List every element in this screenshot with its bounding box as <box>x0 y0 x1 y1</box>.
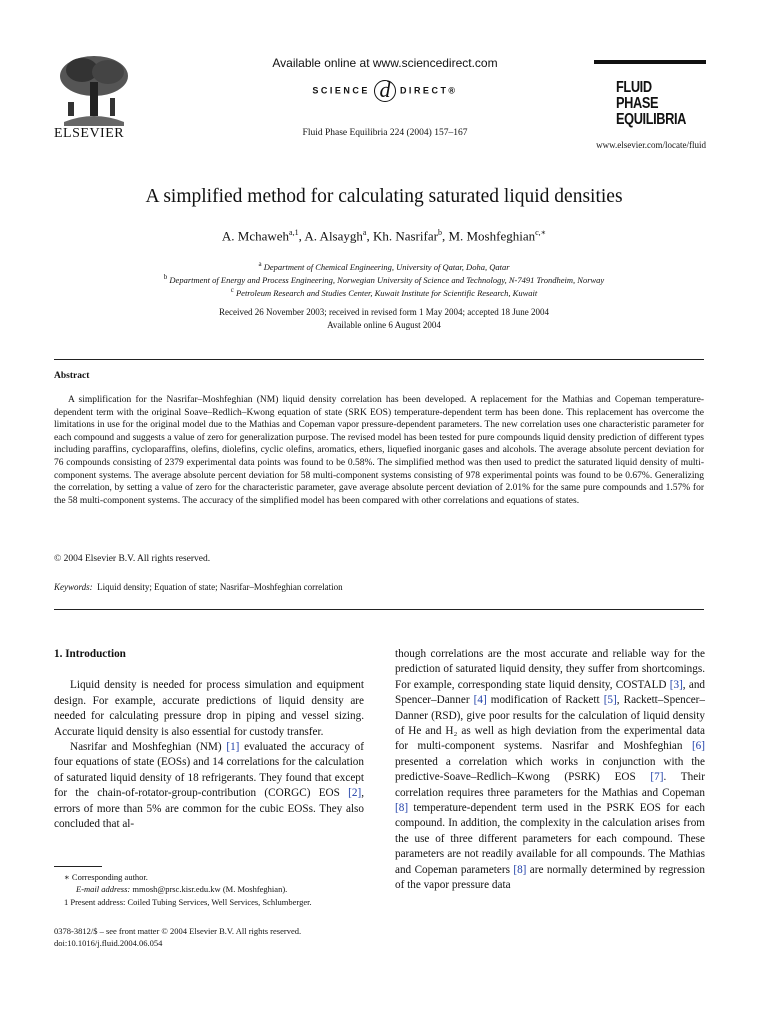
author-name: M. Moshfeghian <box>448 228 536 244</box>
issn-doi <box>54 925 301 950</box>
keywords-text: Liquid density; Equation of state; Nasrifar–Moshfeghian correlation <box>97 582 343 592</box>
citation-link[interactable]: [1] <box>226 741 240 754</box>
journal-citation: Fluid Phase Equilibria 224 (2004) 157–167 <box>302 128 468 138</box>
footnote-rule <box>54 866 102 867</box>
issn-line: 0378-3812/$ – see front matter © 2004 Elsevier B.V. All rights reserved. <box>54 926 302 936</box>
sd-left-word: SCIENCE <box>312 85 370 96</box>
citation-link[interactable]: [3] <box>669 678 683 691</box>
citation-link[interactable]: [2] <box>348 787 362 800</box>
sciencedirect-banner <box>250 56 520 102</box>
author-name: A. Mchaweh <box>221 228 290 244</box>
affiliation-a: $^a$ Department of Chemical Engineering, University of Qatar, Doha, Qatar <box>258 260 510 272</box>
abstract-heading: Abstract <box>54 371 90 381</box>
body-left-column <box>54 647 364 832</box>
author-affiliation-marker[interactable]: b <box>437 228 442 237</box>
footnotes <box>54 871 374 908</box>
abstract-body: A simplification for the Nasrifar–Moshfeghian (NM) liquid density correlation has been developed. A replacement for the Mathias and Copeman temperature-dependent term with the original Soave–Redlich–Kwong equation of state (SRK EOS) temperature-dependent term has been done. This replacement has overcome the limitations in use for the original model due to the Mathias and Copeman vapor pressure-dependent parameters. The new correlation uses one characteristic parameter for each compound and suggests a value of zero for generalization purpose. The revised model has been tested for pure compounds liquid density prediction of different types including paraffins, cycloparaffins, olefins, diolefins, cyclic olefins, aromatics, ethers, liquefied inorganic gases and alcohols. The average absolute percent deviation for 76 compounds consisting of 2379 experimental data points was found to be 0.58%. The simplified method was then used to predict the saturated liquid density of multi-component systems. The average absolute percent deviation for 58 multi-component systems consisting of 978 experimental points was found to be 0.67%. Generalizing the correlation, by setting a value of zero for the characteristic parameter, gave average absolute percent deviation of 2.01% for the same pure compounds and 1.57% for the 58 multi-component systems. The accuracy of the simplified model has been compared with other correlations and equations of states. <box>54 395 704 506</box>
paragraph-with-refs: Nasrifar and Moshfeghian (NM) [1] evaluated the accuracy of four equations of state (EOSs) and 14 correlations for the calculation of saturated liquid density of 18 refrigerants. They found that except for the chain-of-rotator-group-contribution (CORGC) EOS [2], errors of more than 5% are common for the cubic EOSs. They also concluded that al- <box>54 741 364 831</box>
citation-link[interactable]: [5] <box>603 694 617 707</box>
keywords-label: Keywords: <box>54 582 93 592</box>
citation-link[interactable]: [7] <box>650 771 664 784</box>
footnote-present-address: 1 Present address: Coiled Tubing Services, Well Services, Schlumberger. <box>64 896 312 907</box>
journal-logo <box>594 60 706 136</box>
sciencedirect-logo <box>250 77 520 102</box>
doi-line[interactable]: doi:10.1016/j.fluid.2004.06.054 <box>54 938 163 949</box>
abstract-top-rule <box>54 359 704 360</box>
author-affiliation-marker[interactable]: a,1 <box>289 228 299 237</box>
available-date: Available online 6 August 2004 <box>327 320 441 330</box>
tree-logo-icon <box>54 52 132 126</box>
author-list: A. Mchaweh$^{a,1}$, A. Alsaygh$^a$, Kh. Nasrifar$^b$, M. Moshfeghian$^{c,∗}$ <box>221 228 547 244</box>
footnote-corresponding: ∗ Corresponding author. <box>64 872 148 882</box>
citation-link[interactable]: [8] <box>513 863 527 876</box>
abstract-copyright: © 2004 Elsevier B.V. All rights reserved. <box>54 554 211 564</box>
citation-link[interactable]: [6] <box>691 740 705 753</box>
author-name: A. Alsaygh <box>304 228 363 244</box>
section-heading-introduction: 1. Introduction <box>54 648 126 660</box>
availability-line: Available online at www.sciencedirect.com <box>272 56 498 70</box>
sd-right-word: DIRECT® <box>399 85 458 96</box>
body-right-column <box>395 647 705 894</box>
affiliation-c: $^c$ Petroleum Research and Studies Center, Kuwait Institute for Scientific Research, Kuwait <box>230 286 538 298</box>
elsevier-tree-logo <box>54 52 132 126</box>
paragraph: Liquid density is needed for process simulation and equipment design. For example, accurate predictions of liquid density are needed for calculating pressure drop in piping and vessel sizing. Accurate liquid density is also essential for custody transfer. <box>54 679 364 738</box>
affiliation-b: $^b$ Department of Energy and Process Engineering, Norwegian University of Science and Technology, N-7491 Trondheim, Norway <box>163 273 605 285</box>
sd-d-mark-icon: d <box>374 80 396 102</box>
received-dates: Received 26 November 2003; received in revised form 1 May 2004; accepted 18 June 2004 <box>219 307 549 317</box>
paragraph-with-refs: though correlations are the most accurate and reliable way for the prediction of saturated liquid density, they suffer from shortcomings. For example, corresponding state liquid density, COSTALD [3], and Spencer–Danner [4] modification of Rackett [5], Rackett–Spencer–Danner (RSD), give poor results for the calculation of liquid density of He and H₂ as well as high deviation from the experimental data for multi-component systems. Nasrifar and Moshfeghian [6] presented a correlation which works in conjunction with the predictive-Soave–Redlich–Kwong (PSRK) EOS [7]. Their correlation requires three parameters for the Mathias and Copeman [8] temperature-dependent term used in the PSRK EOS for each compound. In addition, the complexity in the calculation arises from the use of three different parameters for each compound. These parameters are not readily available for all compounds. The Mathias and Copeman parameters [8] are normally determined by regression of the vapor pressure data <box>395 648 706 892</box>
footnote-email: E-mail address: mmosh@prsc.kisr.edu.kw (M. Moshfeghian). <box>76 884 288 895</box>
author-affiliation-marker[interactable]: c,∗ <box>535 228 547 237</box>
author-affiliation-marker[interactable]: a <box>362 228 367 237</box>
journal-logo-text <box>616 80 688 128</box>
author-name: Kh. Nasrifar <box>372 228 438 244</box>
keywords <box>54 582 343 592</box>
journal-logo-line-1: FLUID PHASE <box>616 79 659 112</box>
journal-url[interactable]: www.elsevier.com/locate/fluid <box>596 140 706 150</box>
article-title: A simplified method for calculating saturated liquid densities <box>145 186 623 207</box>
publisher-name: ELSEVIER <box>54 126 125 141</box>
abstract-bottom-rule <box>54 609 704 610</box>
journal-logo-line-2: EQUILIBRIA <box>616 111 686 128</box>
citation-link[interactable]: [4] <box>473 694 487 707</box>
citation-link[interactable]: [8] <box>395 802 409 815</box>
